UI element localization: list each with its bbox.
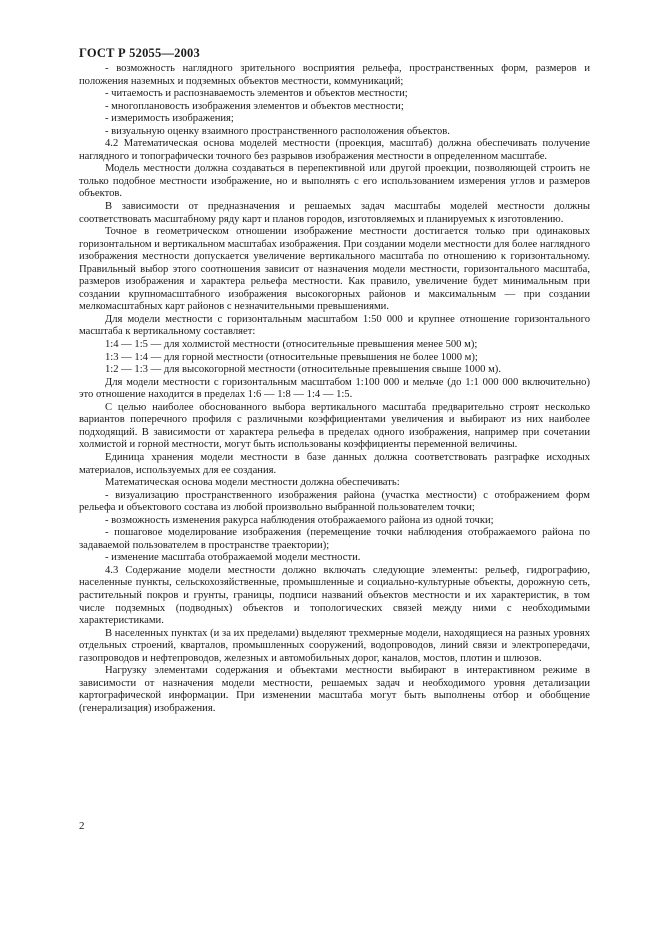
ratio-line: 1:4 — 1:5 — для холмистой местности (относительные превышения менее 500 м);	[105, 339, 478, 351]
clause-4-2: 4.2 Математическая основа моделей местности (проекция, масштаб) должна обеспечивать получение наглядного и топографически точного без разрывов изображения местности в определенном масштабе.	[79, 138, 590, 162]
page-number: 2	[79, 820, 85, 832]
list-item: - измеримость изображения;	[105, 113, 234, 125]
paragraph: Для модели местности с горизонтальным масштабом 1:100 000 и мельче (до 1:1 000 000 включительно) это отношение находится в пределах 1:6 — 1:8 — 1:4 — 1:5.	[79, 376, 590, 401]
clause-4-3: 4.3 Содержание модели местности должно включать следующие элементы: рельеф, гидрографию, населенные пункты, сельскохозяйственные, промышленные и социально-культурные объекты, дорожную сеть, растительный покров и грунты, границы, подписи названий объектов местности и их характеристик, в том числе подземных (подводных) объектов и топологических связей между ними с необходимыми характеристиками.	[79, 564, 590, 627]
paragraph: Единица хранения модели местности в базе данных должна соответствовать разграфке исходных материалов, используемых для ее создания.	[79, 451, 590, 476]
ratio-line: 1:2 — 1:3 — для высокогорной местности (относительные превышения свыше 1000 м).	[105, 364, 501, 376]
list-item: - пошаговое моделирование изображения (перемещение точки наблюдения отображаемого района по задаваемой пользователем в пространстве траектории);	[79, 527, 590, 551]
paragraph: С целью наиболее обоснованного выбора вертикального масштаба предварительно строят несколько вариантов поперечного профиля с различными коэффициентами увеличения и выбирают из них наиболее подходящий. В зависимости от характера рельефа в пределах одного изображения, например при сочетании холмистой и горной местности, могут быть использованы коэффициенты переменной величины.	[79, 401, 590, 451]
ratio-line: 1:3 — 1:4 — для горной местности (относительные превышения не более 1000 м);	[105, 351, 478, 363]
list-item: - визуальную оценку взаимного пространственного расположения объектов.	[105, 125, 450, 137]
paragraph: Точное в геометрическом отношении изображение местности достигается только при одинаковых горизонтальном и вертикальном масштабах изображения. При создании модели местности для более наглядного изображения местности допускается увеличение вертикального масштаба по отношению к горизонтальному. Правильный выбор этого соотношения зависит от назначения модели местности, горизонтального масштаба, размеров изображения и характера рельефа местности. Как правило, увеличение будет минимальным при создании крупномасштабного изображения высокогорных районов и максимальным — при создании мелкомасштабных карт районов с незначительными превышениями.	[79, 226, 590, 313]
paragraph: Модель местности должна создаваться в перепективной или другой проекции, позволяющей строить не только подобное местности изображение, но и выполнять с его использованием измерения углов и размеров объектов.	[79, 163, 590, 200]
paragraph: В зависимости от предназначения и решаемых задач масштабы моделей местности должны соответствовать масштабному ряду карт и планов городов, изготовляемых и планируемых к изготовлению.	[79, 201, 590, 225]
document-body	[79, 63, 590, 715]
paragraph: В населенных пунктах (и за их пределами) выделяют трехмерные модели, находящиеся на разных уровнях отдельных строений, кварталов, промышленных сооружений, водопроводов, линий связи и электропередачи, газопроводов и нефтепроводов, железных и автомобильных дорог, каналов, мостов, плотин и шлюзов.	[79, 627, 590, 664]
paragraph: Для модели местности с горизонтальным масштабом 1:50 000 и крупнее отношение горизонтального масштаба к вертикальному составляет:	[79, 313, 590, 338]
list-item: - возможность изменения ракурса наблюдения отображаемого района из одной точки;	[105, 514, 494, 526]
paragraph: Нагрузку элементами содержания и объектами местности выбирают в интерактивном режиме в зависимости от назначения модели местности, решаемых задач и необходимого уровня детализации картографической информации. При изменении масштаба могут быть выполнены отбор и обобщение (генерализация) изображения.	[79, 665, 590, 714]
list-item: - изменение масштаба отображаемой модели местности.	[105, 552, 361, 564]
list-item: - возможность наглядного зрительного восприятия рельефа, пространственных форм, размеров и положения наземных и подземных объектов местности, коммуникаций;	[79, 63, 590, 87]
list-item: - читаемость и распознаваемость элементов и объектов местности;	[105, 88, 408, 100]
standard-header: ГОСТ Р 52055—2003	[79, 46, 200, 60]
list-item: - визуализацию пространственного изображения района (участка местности) с отображением форм рельефа и объектового состава из любой произвольно выбранной пользователем точки;	[79, 489, 590, 514]
list-item: - многоплановость изображения элементов и объектов местности;	[105, 100, 404, 112]
paragraph: Математическая основа модели местности должна обеспечивать:	[105, 477, 400, 489]
